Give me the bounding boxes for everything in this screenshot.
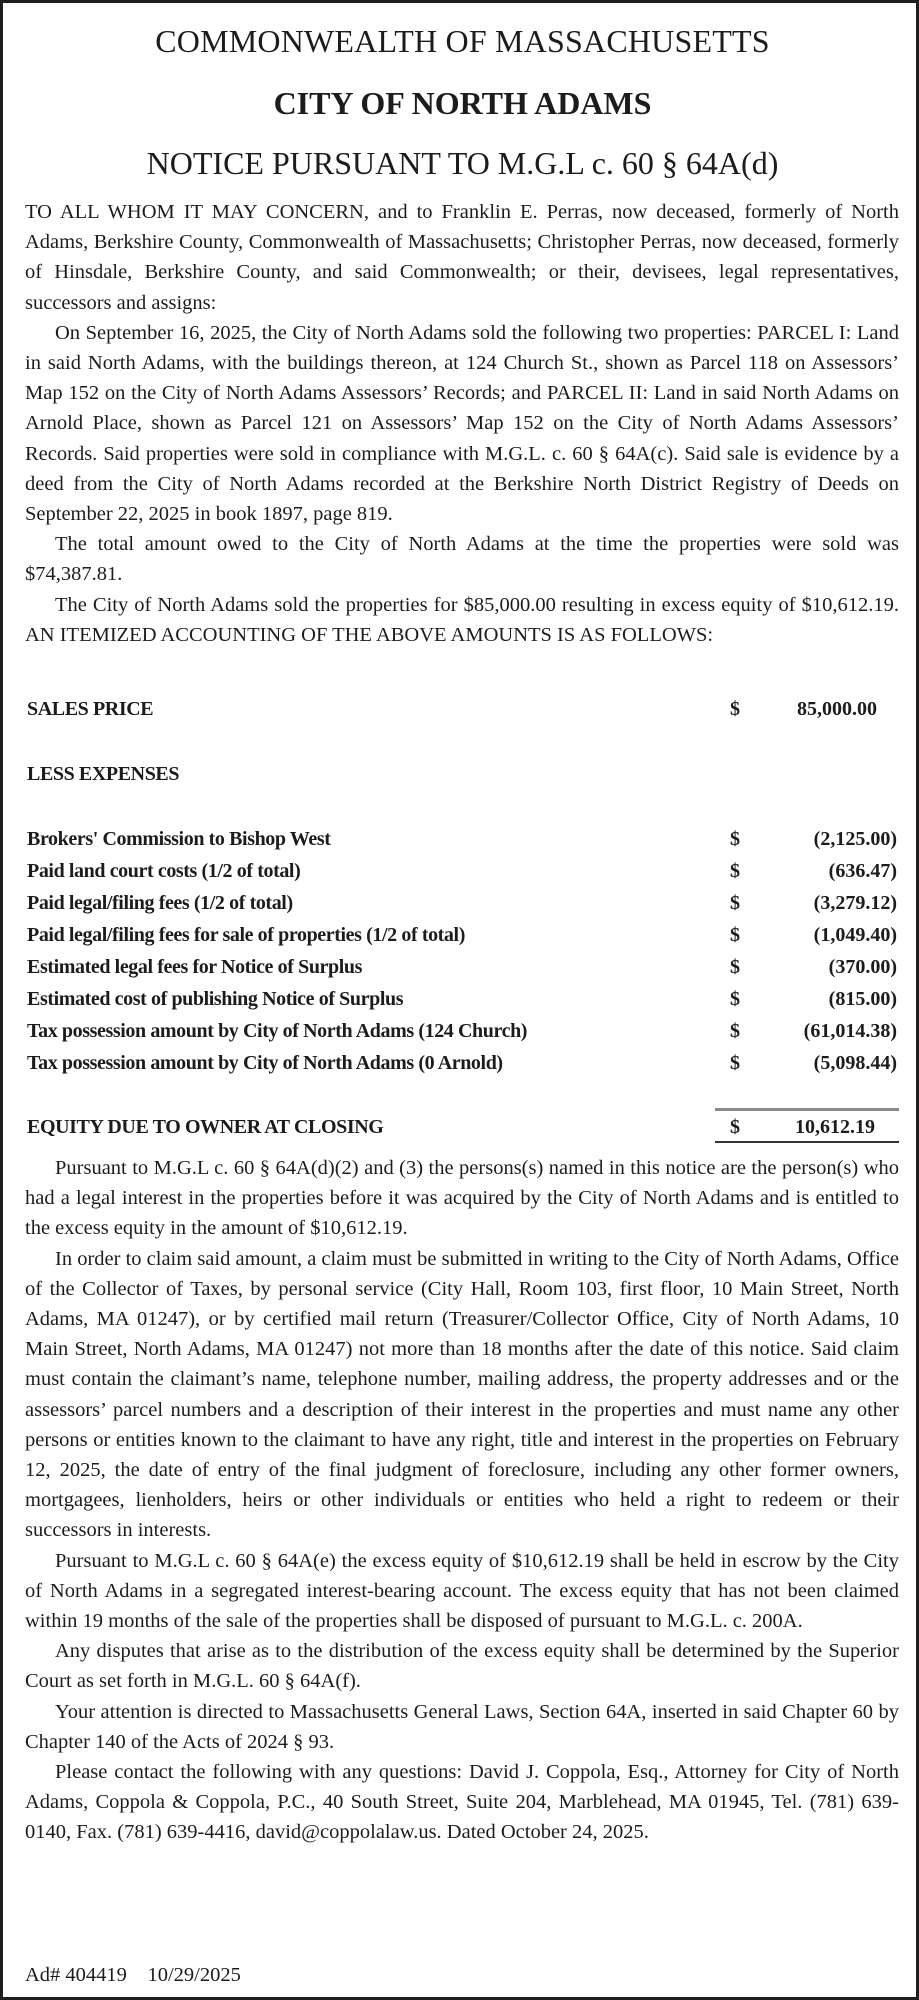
paragraph-disputes: Any disputes that arise as to the distribution of the excess equity shall be determined by the Superior Court as set forth in M.G.L. 60 § 64A(f). (25, 1640, 899, 1693)
ledger-amount: (5,098.44) (813, 1052, 897, 1074)
ledger-label: Estimated cost of publishing Notice of Surplus (27, 988, 404, 1010)
ledger-row-equity-total (27, 1111, 897, 1143)
intro-paragraph-sale: On September 16, 2025, the City of North Adams sold the following two properties: PARCEL I: Land in said North Adams, with the buildings thereon, at 124 Church St., shown as Parcel 118 on Assessors’ Map 152 on the City of North Adams Assessors’ Records; and PARCEL II: Land in said North Adams on Arnold Place, shown as Parcel 121 on Assessors’ Map 152 on the City of North Adams Assessors’ Records. Said properties were sold in compliance with M.G.L. c. 60 § 64A(c). Said sale is evidence by a deed from the City of North Adams recorded at the Berkshire North District Registry of Deeds on September 22, 2025 in book 1897, page 819. (25, 321, 899, 526)
ledger-currency: $ (730, 698, 740, 720)
ledger-row-expense (27, 855, 897, 887)
header-notice-title: NOTICE PURSUANT TO M.G.L c. 60 § 64A(d) (146, 145, 779, 181)
ledger-amount: (370.00) (828, 956, 897, 978)
header-city: CITY OF NORTH ADAMS (273, 85, 652, 121)
paragraph-entitlement: Pursuant to M.G.L c. 60 § 64A(d)(2) and (3) the persons(s) named in this notice are the person(s) who had a legal interest in the properties before it was acquired by the City of North Adams and is entitled to the excess equity in the amount of $10,612.19. (25, 1157, 899, 1240)
ledger-currency: $ (730, 924, 740, 946)
ledger-currency: $ (730, 1116, 740, 1138)
paragraph-statute-reference: Your attention is directed to Massachusetts General Laws, Section 64A, inserted in said Chapter 60 by Chapter 140 of the Acts of 2024 § 93. (25, 1700, 899, 1753)
ledger-row-expense (27, 919, 897, 951)
ledger-amount: (2,125.00) (813, 828, 897, 850)
ad-number: Ad# 404419 (25, 1964, 127, 1986)
ledger-row-expense (27, 983, 897, 1015)
ledger-amount: 10,612.19 (795, 1116, 875, 1138)
header-commonwealth: COMMONWEALTH OF MASSACHUSETTS (155, 23, 770, 59)
ledger-heading-less-expenses (27, 758, 897, 790)
total-rule-bottom (715, 1141, 899, 1143)
ad-footer (25, 1960, 241, 1990)
ledger-amount: 85,000.00 (797, 698, 877, 720)
ledger-currency: $ (730, 1052, 740, 1074)
ledger-row-expense (27, 887, 897, 919)
ledger-row-expense (27, 1047, 897, 1079)
ledger-row-sales-price (27, 693, 897, 725)
total-rule-top (715, 1108, 899, 1111)
intro-paragraph-amount-owed: The total amount owed to the City of North Adams at the time the properties were sold was $74,387.81. (25, 533, 899, 586)
ledger-amount: (636.47) (828, 860, 897, 882)
ledger-label: Brokers' Commission to Bishop West (27, 828, 331, 850)
ledger-label: Paid legal/filing fees (1/2 of total) (27, 892, 293, 914)
ledger-amount: (815.00) (828, 988, 897, 1010)
ledger-row-expense (27, 951, 897, 983)
ledger-label: Estimated legal fees for Notice of Surplus (27, 956, 363, 978)
ledger-currency: $ (730, 860, 740, 882)
ledger-label: Paid legal/filing fees for sale of properties (1/2 of total) (27, 924, 465, 946)
paragraph-claim-instructions: In order to claim said amount, a claim must be submitted in writing to the City of North Adams, Office of the Collector of Taxes, by personal service (City Hall, Room 103, first floor, 10 Main Street, North Adams, MA 01247), or by certified mail return (Treasurer/Collector Office, City of North Adams, 10 Main Street, North Adams, MA 01247) not more than 18 months after the date of this notice. Said claim must contain the claimant’s name, telephone number, mailing address, the property addresses and or the assessors’ parcel numbers and a description of their interest in the properties and must name any other persons or entities known to the claimant to have any right, title and interest in the properties on February 12, 2025, the date of entry of the final judgment of foreclosure, including any other former owners, mortgagees, lienholders, heirs or other individuals or entities who held a right to redeem or their successors in interests. (25, 1247, 899, 1542)
ledger-row-expense (27, 1015, 897, 1047)
paragraph-contact: Please contact the following with any questions: David J. Coppola, Esq., Attorney for City of North Adams, Coppola & Coppola, P.C., 40 South Street, Suite 204, Marblehead, MA 01945, Tel. (781) 639-0140, Fax. (781) 639-4416, david@coppolalaw.us. Dated October 24, 2025. (25, 1761, 899, 1844)
ledger-label: Tax possession amount by City of North Adams (0 Arnold) (27, 1052, 503, 1074)
ledger-amount: (1,049.40) (813, 924, 897, 946)
ledger-currency: $ (730, 988, 740, 1010)
intro-paragraph-addressees: TO ALL WHOM IT MAY CONCERN, and to Franklin E. Perras, now deceased, formerly of North Adams, Berkshire County, Commonwealth of Massachusetts; Christopher Perras, now deceased, formerly of Hinsdale, Berkshire County, and said Commonwealth; or their, devisees, legal representatives, successors and assigns: (25, 201, 899, 314)
intro-text (25, 197, 899, 650)
intro-paragraph-excess-equity: The City of North Adams sold the properties for $85,000.00 resulting in excess equity of $10,612.19. AN ITEMIZED ACCOUNTING OF THE ABOVE AMOUNTS IS AS FOLLOWS: (25, 593, 899, 646)
ledger-label: LESS EXPENSES (27, 763, 180, 785)
ledger-currency: $ (730, 828, 740, 850)
ledger-label: Paid land court costs (1/2 of total) (27, 860, 301, 882)
ad-date: 10/29/2025 (147, 1964, 241, 1986)
ledger-currency: $ (730, 956, 740, 978)
paragraph-escrow: Pursuant to M.G.L c. 60 § 64A(e) the excess equity of $10,612.19 shall be held in escrow by the City of North Adams in a segregated interest-bearing account. The excess equity that has not been claimed within 19 months of the sale of the properties shall be disposed of pursuant to M.G.L. c. 200A. (25, 1549, 899, 1633)
ledger-currency: $ (730, 1020, 740, 1042)
ledger-row-expense (27, 823, 897, 855)
ledger-currency: $ (730, 892, 740, 914)
ledger-amount: (61,014.38) (803, 1020, 897, 1042)
ledger-amount: (3,279.12) (813, 892, 897, 914)
closing-text (25, 1153, 899, 1848)
ledger-label: Tax possession amount by City of North Adams (124 Church) (27, 1020, 528, 1042)
ledger-label: EQUITY DUE TO OWNER AT CLOSING (27, 1116, 384, 1138)
ledger-label: SALES PRICE (27, 698, 154, 720)
